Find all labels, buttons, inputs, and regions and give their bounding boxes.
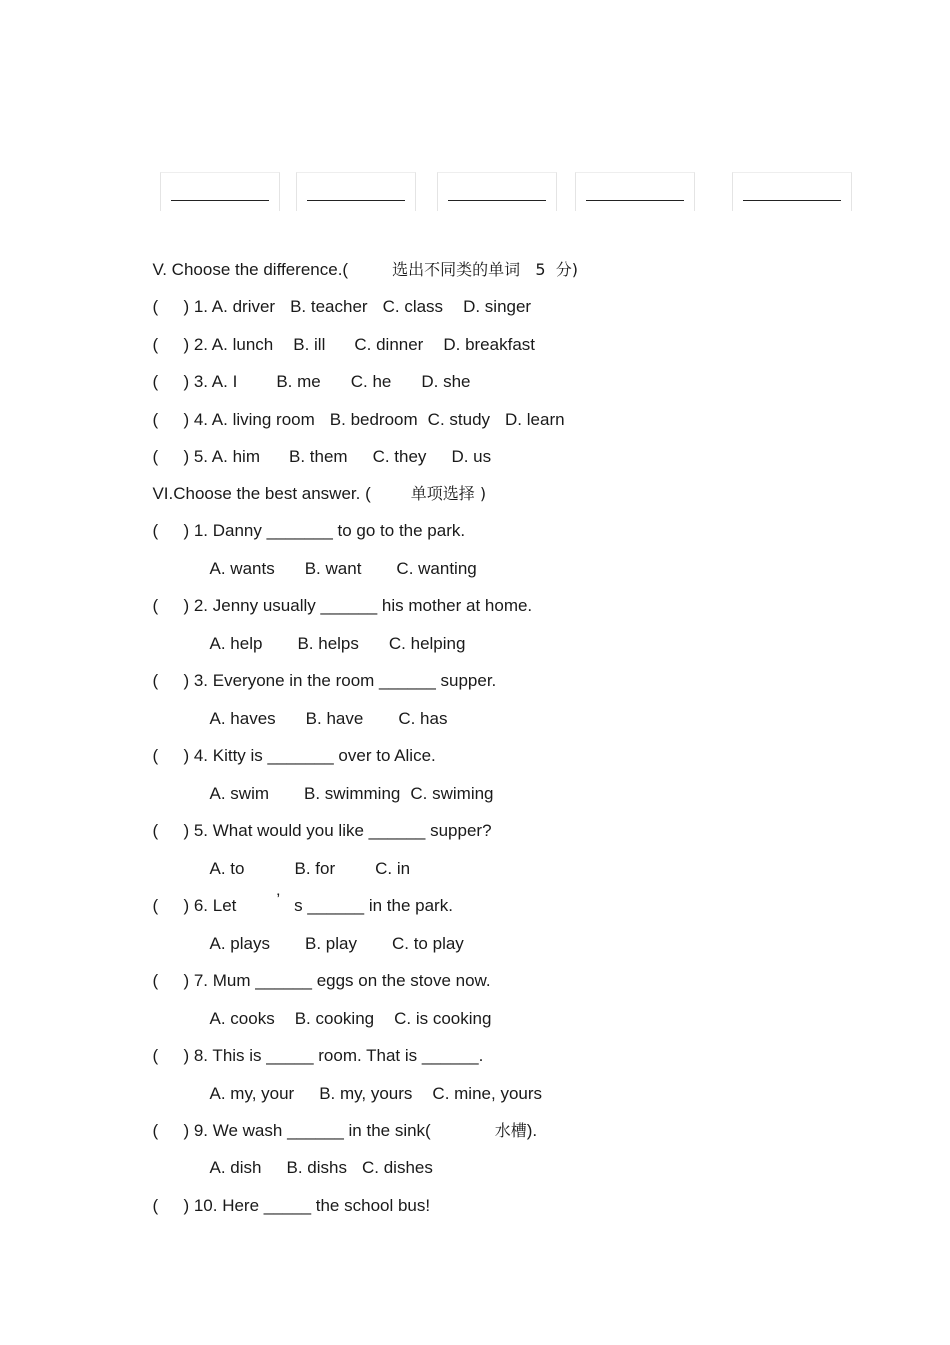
question-text: ) 4. Kitty is _______ over to Alice. (183, 746, 436, 765)
option: C. in (375, 859, 411, 878)
option: B. me (276, 372, 321, 391)
answer-blank-4[interactable] (575, 172, 695, 211)
option: B. play (305, 934, 357, 953)
option: C. to play (391, 934, 464, 953)
question-text: ) 5. What would you like ______ supper? (183, 821, 492, 840)
answer-paren[interactable]: ( (152, 821, 159, 840)
option: A. wants (209, 559, 275, 578)
answer-blank-1[interactable] (160, 172, 280, 211)
option: A. to (209, 859, 245, 878)
option: B. teacher (290, 297, 368, 316)
answer-paren[interactable]: ( (152, 410, 159, 429)
answer-paren[interactable]: ( (152, 521, 159, 540)
answer-paren[interactable]: ( (152, 1121, 159, 1140)
option: B. swimming (304, 784, 401, 803)
section5-heading-cn: 选出不同类的单词 5 分) (392, 260, 578, 279)
question-text: ) 3. Everyone in the room ______ supper. (183, 671, 497, 690)
answer-paren[interactable]: ( (152, 372, 159, 391)
option: B. dishs (286, 1158, 347, 1177)
option: C. study (427, 410, 491, 429)
question-text: ) 9. We wash ______ in the sink( (183, 1121, 431, 1140)
option: B. bedroom (329, 410, 418, 429)
item-stem: ) 2. A. lunch (183, 335, 274, 354)
answer-blank-5[interactable] (732, 172, 852, 211)
option: B. for (294, 859, 336, 878)
answer-paren[interactable]: ( (152, 971, 159, 990)
answer-paren[interactable]: ( (152, 447, 159, 466)
apostrophe: ’ (276, 890, 281, 909)
item-stem: ) 5. A. him (183, 447, 260, 466)
answer-paren[interactable]: ( (152, 1046, 159, 1065)
option: C. class (382, 297, 444, 316)
answer-paren[interactable]: ( (152, 671, 159, 690)
question-text: ) 10. Here _____ the school bus! (183, 1196, 431, 1215)
option: A. dish (209, 1158, 262, 1177)
option: A. my, your (209, 1084, 295, 1103)
question-text: s ______ in the park. (294, 896, 453, 915)
question-text: ) 8. This is _____ room. That is ______. (183, 1046, 484, 1065)
answer-blank-2[interactable] (296, 172, 416, 211)
option: C. he (350, 372, 392, 391)
section6-heading-cn: 单项选择 ) (410, 484, 487, 503)
option: C. has (398, 709, 448, 728)
question-cn-gloss: 水槽 (494, 1121, 527, 1140)
option: C. they (372, 447, 427, 466)
item-stem: ) 1. A. driver (183, 297, 276, 316)
question-text: ) 2. Jenny usually ______ his mother at home. (183, 596, 533, 615)
option: B. have (305, 709, 364, 728)
answer-paren[interactable]: ( (152, 596, 159, 615)
option: C. dishes (361, 1158, 433, 1177)
answer-paren[interactable]: ( (152, 297, 159, 316)
option: B. cooking (294, 1009, 375, 1028)
option: C. wanting (396, 559, 477, 578)
option: C. helping (388, 634, 466, 653)
question-text: ). (526, 1121, 538, 1140)
item-stem: ) 4. A. living room (183, 410, 315, 429)
option: B. want (304, 559, 362, 578)
option: B. ill (293, 335, 326, 354)
section6-heading-text: VI.Choose the best answer. ( (152, 484, 371, 503)
option: C. dinner (354, 335, 424, 354)
option: D. singer (463, 297, 532, 316)
answer-blank-3[interactable] (437, 172, 557, 211)
option: D. breakfast (443, 335, 535, 354)
question-text: ) 7. Mum ______ eggs on the stove now. (183, 971, 491, 990)
question-text: ) 1. Danny _______ to go to the park. (183, 521, 466, 540)
answer-blanks-row (0, 172, 950, 212)
answer-paren[interactable]: ( (152, 746, 159, 765)
item-stem: ) 3. A. I (183, 372, 238, 391)
section5-heading-text: V. Choose the difference.( (152, 260, 349, 279)
option: D. she (421, 372, 471, 391)
option: A. haves (209, 709, 276, 728)
option: C. swiming (410, 784, 494, 803)
option: D. learn (505, 410, 565, 429)
question-10 (143, 1173, 430, 1217)
option: C. mine, yours (432, 1084, 543, 1103)
option: C. is cooking (394, 1009, 492, 1028)
option: D. us (451, 447, 492, 466)
option: B. my, yours (319, 1084, 413, 1103)
answer-paren[interactable]: ( (152, 1196, 159, 1215)
answer-paren[interactable]: ( (152, 896, 159, 915)
option: A. cooks (209, 1009, 275, 1028)
option: A. swim (209, 784, 270, 803)
option: B. helps (297, 634, 359, 653)
question-text: ) 6. Let (183, 896, 237, 915)
option: A. help (209, 634, 263, 653)
option: B. them (288, 447, 348, 466)
answer-paren[interactable]: ( (152, 335, 159, 354)
option: A. plays (209, 934, 270, 953)
